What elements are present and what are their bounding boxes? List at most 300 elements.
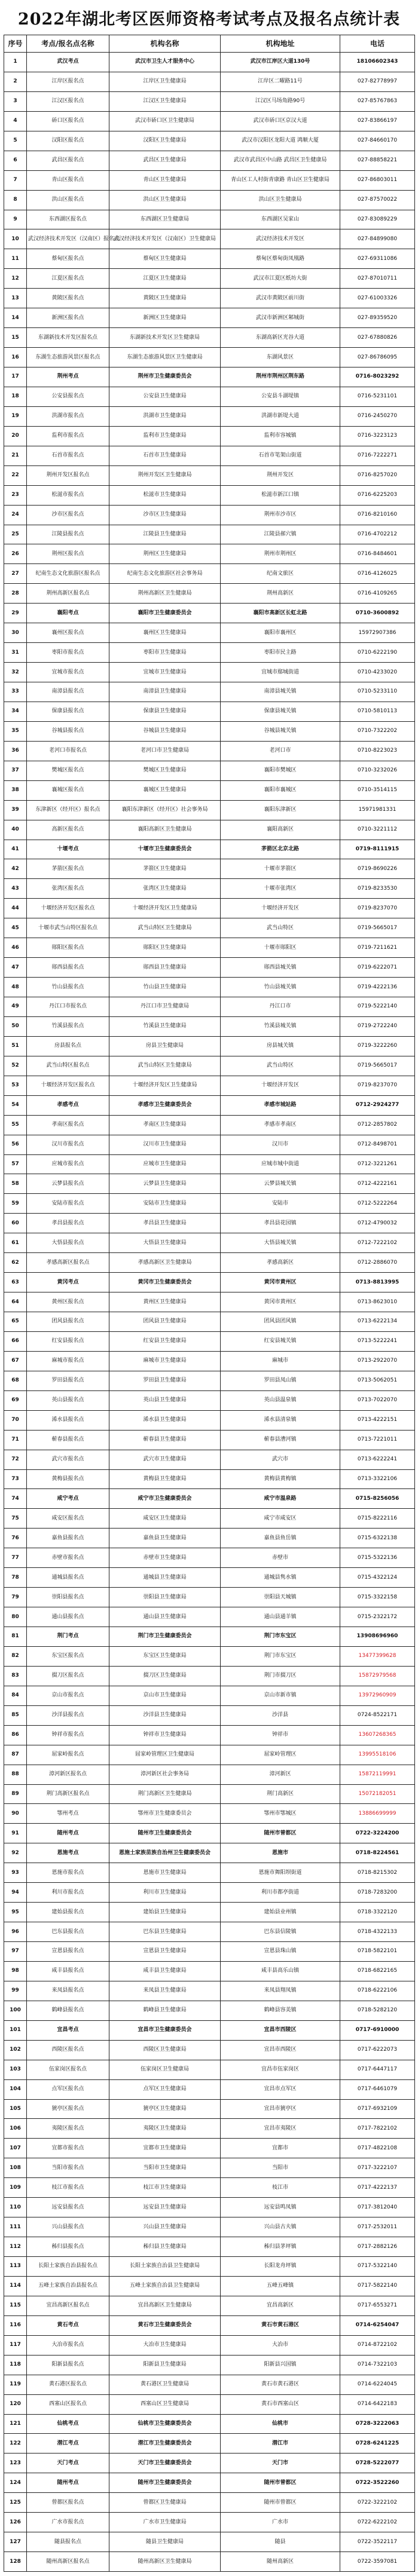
table-row: [4, 2198, 415, 2217]
row-tel: 0714-6224045: [340, 2375, 415, 2394]
table-row: [4, 780, 415, 800]
row-org: 江汉区卫生健康局: [109, 91, 221, 111]
row-site: 兴山县报名点: [27, 2217, 109, 2237]
row-seq: 24: [4, 505, 27, 525]
row-addr: 公安县斗湖堤镇: [221, 387, 340, 406]
row-tel: 0716-8023292: [340, 367, 415, 387]
row-seq: 82: [4, 1646, 27, 1666]
row-addr: 崇阳县天城镇: [221, 1588, 340, 1607]
row-org: 南漳县卫生健康局: [109, 682, 221, 702]
table-row: [4, 1410, 415, 1430]
row-tel: 0715-5322136: [340, 1548, 415, 1568]
header-site: 考点/报名点名称: [27, 35, 109, 53]
row-site: 宜昌高新区报名点: [27, 2296, 109, 2315]
row-addr: 当阳市: [221, 2158, 340, 2178]
table-row: [4, 1666, 415, 1686]
table-row: [4, 1843, 415, 1863]
row-addr: 保康县城关镇: [221, 702, 340, 721]
row-site: 武当山特区报名点: [27, 1056, 109, 1076]
row-tel: 0717-2532011: [340, 2217, 415, 2237]
row-seq: 88: [4, 1765, 27, 1784]
header-addr: 机构地址: [221, 35, 340, 53]
row-org: 荆州区卫生健康局: [109, 544, 221, 564]
row-tel: 18106602343: [340, 53, 415, 72]
row-org: 黄陂区卫生健康局: [109, 289, 221, 308]
row-tel: 027-83866197: [340, 111, 415, 131]
row-site: 掇刀区报名点: [27, 1666, 109, 1686]
row-tel: 0717-4822108: [340, 2139, 415, 2158]
row-tel: 0712-5222264: [340, 1194, 415, 1214]
row-tel: 0718-7283200: [340, 1883, 415, 1903]
table-row: [4, 1863, 415, 1883]
row-site: 竹溪县报名点: [27, 1016, 109, 1036]
row-org: 点军区卫生健康局: [109, 2079, 221, 2099]
row-site: 东宝区报名点: [27, 1646, 109, 1666]
table-row: [4, 938, 415, 958]
row-site: 红安县报名点: [27, 1331, 109, 1351]
row-tel: 0719-5665017: [340, 918, 415, 938]
row-seq: 107: [4, 2139, 27, 2158]
table-row: [4, 2020, 415, 2040]
row-addr: 来凤县翔凤镇: [221, 1981, 340, 2001]
table-row: [4, 1903, 415, 1922]
row-org: 洪山区卫生健康局: [109, 190, 221, 210]
row-addr: 大冶市: [221, 2335, 340, 2355]
row-tel: 0716-4126025: [340, 564, 415, 584]
row-site: 武穴市报名点: [27, 1450, 109, 1469]
table-row: [4, 210, 415, 229]
row-tel: 0719-4222136: [340, 978, 415, 997]
row-tel: 13908696960: [340, 1627, 415, 1647]
row-site: 东西湖区报名点: [27, 210, 109, 229]
table-row: [4, 564, 415, 584]
row-org: 松滋市卫生健康局: [109, 485, 221, 505]
row-seq: 112: [4, 2237, 27, 2257]
table-row: [4, 1056, 415, 1076]
row-addr: 丹江口市: [221, 997, 340, 1017]
row-org: 麻城市卫生健康局: [109, 1351, 221, 1371]
row-addr: 竹溪县城关镇: [221, 1016, 340, 1036]
row-addr: 秭归县茅坪镇: [221, 2237, 340, 2257]
table-row: [4, 2513, 415, 2532]
row-org: 十堰经济开发区卫生健康局: [109, 899, 221, 918]
row-site: 荆门高新区报名点: [27, 1784, 109, 1804]
row-addr: 黄石市西塞山区: [221, 2394, 340, 2414]
row-site: 随州高新区报名点: [27, 2552, 109, 2572]
row-seq: 25: [4, 525, 27, 544]
row-site: 东津新区（经开区）报名点: [27, 800, 109, 820]
row-addr: 鄂州市鄂城区: [221, 1804, 340, 1824]
row-site: 蕲春县报名点: [27, 1430, 109, 1450]
row-tel: 0717-4222137: [340, 2178, 415, 2198]
row-site: 枣阳市报名点: [27, 643, 109, 663]
row-org: 钟祥市卫生健康局: [109, 1725, 221, 1745]
row-site: 郧西县报名点: [27, 958, 109, 978]
table-row: [4, 1981, 415, 2001]
table-row: [4, 1824, 415, 1843]
table-row: [4, 1214, 415, 1233]
row-org: 咸安区卫生健康局: [109, 1509, 221, 1529]
row-addr: 荆州开发区: [221, 465, 340, 485]
row-org: 宜昌市卫生健康委员会: [109, 2020, 221, 2040]
row-addr: 英山县温泉镇: [221, 1390, 340, 1410]
row-tel: 0719-8233530: [340, 879, 415, 899]
table-row: [4, 1765, 415, 1784]
row-org: 石首市卫生健康局: [109, 446, 221, 465]
row-tel: 13995518106: [340, 1745, 415, 1765]
row-addr: 十堰市茅箭区: [221, 859, 340, 879]
row-seq: 61: [4, 1233, 27, 1253]
table-row: [4, 1154, 415, 1174]
row-addr: 十堰经济开发区: [221, 899, 340, 918]
row-site: 五峰土家族自治县报名点: [27, 2276, 109, 2296]
table-row: [4, 151, 415, 170]
row-tel: 13477399628: [340, 1646, 415, 1666]
header-tel: 电话: [340, 35, 415, 53]
row-tel: 0713-5062051: [340, 1371, 415, 1390]
row-tel: 0716-8257020: [340, 465, 415, 485]
row-seq: 30: [4, 623, 27, 643]
row-addr: 东湖高新区光谷大道: [221, 328, 340, 348]
row-site: 赤壁市报名点: [27, 1548, 109, 1568]
table-row: [4, 879, 415, 899]
row-site: 荆州高新区报名点: [27, 584, 109, 604]
row-addr: 武汉市武昌区中山路 武昌区卫生健康局: [221, 151, 340, 170]
row-tel: 0714-6254047: [340, 2315, 415, 2335]
table-row: [4, 2454, 415, 2473]
row-site: 张湾区报名点: [27, 879, 109, 899]
row-addr: 黄石市黄石港区: [221, 2375, 340, 2394]
row-org: 浠水县卫生健康局: [109, 1410, 221, 1430]
table-row: [4, 978, 415, 997]
table-row: [4, 2139, 415, 2158]
row-addr: 蕲春县漕河镇: [221, 1430, 340, 1450]
table-row: [4, 918, 415, 938]
row-tel: 0712-7222102: [340, 1233, 415, 1253]
row-seq: 21: [4, 446, 27, 465]
row-seq: 104: [4, 2079, 27, 2099]
row-site: 宜城市报名点: [27, 663, 109, 682]
table-row: [4, 2552, 415, 2572]
row-seq: 113: [4, 2257, 27, 2277]
row-addr: 孝感市孝南区: [221, 1115, 340, 1135]
row-addr: 红安县城关镇: [221, 1331, 340, 1351]
row-seq: 91: [4, 1824, 27, 1843]
row-addr: 阳新县兴国镇: [221, 2355, 340, 2375]
table-row: [4, 1292, 415, 1312]
row-site: 樊城区报名点: [27, 761, 109, 780]
row-tel: 0715-8222116: [340, 1509, 415, 1529]
table-row: [4, 289, 415, 308]
table-row: [4, 1076, 415, 1095]
row-site: 黄梅县报名点: [27, 1469, 109, 1489]
row-site: 孝南区报名点: [27, 1115, 109, 1135]
table-row: [4, 840, 415, 859]
row-org: 利川市卫生健康局: [109, 1883, 221, 1903]
row-seq: 77: [4, 1548, 27, 1568]
row-seq: 120: [4, 2394, 27, 2414]
table-row: [4, 2099, 415, 2119]
row-seq: 125: [4, 2493, 27, 2513]
row-org: 英山县卫生健康局: [109, 1390, 221, 1410]
row-seq: 12: [4, 269, 27, 289]
row-addr: 云梦县城关镇: [221, 1174, 340, 1194]
row-site: 漳河新区报名点: [27, 1765, 109, 1784]
row-org: 孝南区卫生健康局: [109, 1115, 221, 1135]
row-tel: 0717-7822102: [340, 2119, 415, 2139]
row-org: 建始县卫生健康局: [109, 1903, 221, 1922]
row-org: 荆门市卫生健康委员会: [109, 1627, 221, 1647]
row-seq: 49: [4, 997, 27, 1017]
row-org: 咸丰县卫生健康局: [109, 1961, 221, 1981]
row-addr: 浠水县清泉镇: [221, 1410, 340, 1430]
row-tel: 0713-7221011: [340, 1430, 415, 1450]
row-site: 沙洋县报名点: [27, 1705, 109, 1725]
row-seq: 95: [4, 1903, 27, 1922]
row-seq: 83: [4, 1666, 27, 1686]
table-row: [4, 2532, 415, 2552]
table-row: [4, 53, 415, 72]
table-row: [4, 1627, 415, 1647]
row-site: 鄂州考点: [27, 1804, 109, 1824]
row-seq: 96: [4, 1922, 27, 1942]
row-org: 襄城区卫生健康局: [109, 780, 221, 800]
table-row: [4, 505, 415, 525]
row-site: 黄陂区报名点: [27, 289, 109, 308]
table-row: [4, 1588, 415, 1607]
row-seq: 40: [4, 820, 27, 840]
row-seq: 127: [4, 2532, 27, 2552]
row-site: 夷陵区报名点: [27, 2119, 109, 2139]
row-site: 屈家岭报名点: [27, 1745, 109, 1765]
row-site: 伍家岗区报名点: [27, 2060, 109, 2079]
row-addr: 襄阳东津新区: [221, 800, 340, 820]
row-org: 潜江市卫生健康委员会: [109, 2434, 221, 2454]
table-row: [4, 2079, 415, 2099]
row-org: 云梦县卫生健康局: [109, 1174, 221, 1194]
row-addr: 武当山特区: [221, 918, 340, 938]
row-addr: 江汉区马场角路90号: [221, 91, 340, 111]
row-tel: 0717-5322140: [340, 2257, 415, 2277]
row-seq: 62: [4, 1253, 27, 1273]
row-addr: 仙桃市: [221, 2414, 340, 2434]
row-tel: 15072182051: [340, 1784, 415, 1804]
row-tel: 0716-7222271: [340, 446, 415, 465]
table-row: [4, 72, 415, 91]
row-tel: 0722-3597081: [340, 2552, 415, 2572]
row-site: 沙市区报名点: [27, 505, 109, 525]
statistics-table: [4, 35, 415, 2572]
table-row: [4, 859, 415, 879]
row-seq: 79: [4, 1588, 27, 1607]
table-row: [4, 2335, 415, 2355]
row-seq: 32: [4, 663, 27, 682]
row-addr: 武汉市黄陂区前川街: [221, 289, 340, 308]
table-row: [4, 1961, 415, 1981]
row-org: 安陆市卫生健康局: [109, 1194, 221, 1214]
table-row: [4, 820, 415, 840]
row-tel: 0728-5222077: [340, 2454, 415, 2473]
row-addr: 随州市曾都区: [221, 2473, 340, 2493]
row-seq: 1: [4, 53, 27, 72]
row-seq: 50: [4, 1016, 27, 1036]
row-addr: 咸宁市咸安区: [221, 1509, 340, 1529]
table-row: [4, 485, 415, 505]
row-site: 十堰考点: [27, 840, 109, 859]
row-tel: 13607268365: [340, 1725, 415, 1745]
row-org: 襄州区卫生健康局: [109, 623, 221, 643]
row-tel: 0714-6422183: [340, 2394, 415, 2414]
row-site: 谷城县报名点: [27, 721, 109, 741]
row-org: 竹溪县卫生健康局: [109, 1016, 221, 1036]
row-tel: 027-61003326: [340, 289, 415, 308]
row-addr: 钟祥市: [221, 1725, 340, 1745]
row-org: 宣恩县卫生健康局: [109, 1942, 221, 1962]
row-seq: 22: [4, 465, 27, 485]
row-addr: 宜昌市西陵区: [221, 2040, 340, 2060]
row-addr: 东湖风景区: [221, 348, 340, 367]
row-org: 新洲区卫生健康局: [109, 308, 221, 328]
row-addr: 武穴市: [221, 1450, 340, 1469]
statistics-table-container: [4, 35, 414, 2572]
row-site: 襄阳考点: [27, 604, 109, 623]
row-site: 黄冈考点: [27, 1273, 109, 1292]
row-site: 通山县报名点: [27, 1607, 109, 1627]
row-org: 仙桃市卫生健康委员会: [109, 2414, 221, 2434]
row-seq: 100: [4, 2001, 27, 2020]
row-org: 武当山特区卫生健康局: [109, 918, 221, 938]
row-org: 武汉市硚口区卫生健康局: [109, 111, 221, 131]
row-tel: 0722-3522117: [340, 2532, 415, 2552]
row-org: 襄阳东津新区（经开区）社会事务局: [109, 800, 221, 820]
table-row: [4, 367, 415, 387]
row-org: 屈家岭管理区卫生健康局: [109, 1745, 221, 1765]
table-row: [4, 1529, 415, 1548]
table-row: [4, 800, 415, 820]
row-addr: 南漳县城关镇: [221, 682, 340, 702]
row-addr: 监利市容城镇: [221, 426, 340, 446]
table-row: [4, 1390, 415, 1410]
row-tel: 0716-8210160: [340, 505, 415, 525]
row-org: 宜昌高新区卫生健康局: [109, 2296, 221, 2315]
row-tel: 0716-8484601: [340, 544, 415, 564]
table-row: [4, 1273, 415, 1292]
row-seq: 43: [4, 879, 27, 899]
row-site: 公安县报名点: [27, 387, 109, 406]
row-org: 五峰土家族自治县卫生健康局: [109, 2276, 221, 2296]
row-site: 咸安区报名点: [27, 1509, 109, 1529]
row-site: 十堰市武当山特区报名点: [27, 918, 109, 938]
row-tel: 0712-4222161: [340, 1174, 415, 1194]
row-site: 咸宁考点: [27, 1489, 109, 1509]
row-site: 高新区报名点: [27, 820, 109, 840]
row-site: 黄石港区报名点: [27, 2375, 109, 2394]
row-org: 鹤峰县卫生健康局: [109, 2001, 221, 2020]
row-org: 嘉鱼县卫生健康局: [109, 1529, 221, 1548]
row-org: 茅箭区卫生健康局: [109, 859, 221, 879]
row-org: 通城县卫生健康局: [109, 1568, 221, 1588]
row-org: 黄州区卫生健康局: [109, 1292, 221, 1312]
row-addr: 十堰市郧阳区: [221, 938, 340, 958]
row-seq: 67: [4, 1351, 27, 1371]
table-row: [4, 1607, 415, 1627]
row-seq: 105: [4, 2099, 27, 2119]
row-seq: 109: [4, 2178, 27, 2198]
row-site: 嘉鱼县报名点: [27, 1529, 109, 1548]
row-addr: 孝感市城站路: [221, 1095, 340, 1115]
row-addr: 荆州高新区: [221, 584, 340, 604]
row-addr: 谷城县城关镇: [221, 721, 340, 741]
row-seq: 3: [4, 91, 27, 111]
table-row: [4, 1784, 415, 1804]
row-addr: 黄冈市黄州区: [221, 1273, 340, 1292]
row-addr: 茅箭区北京北路: [221, 840, 340, 859]
row-addr: 漳河新区: [221, 1765, 340, 1784]
row-addr: 宜昌市点军区: [221, 2079, 340, 2099]
row-addr: 咸丰县高乐山镇: [221, 1961, 340, 1981]
table-header-row: [4, 35, 415, 53]
row-tel: 0719-8237070: [340, 1076, 415, 1095]
table-row: [4, 1705, 415, 1725]
row-tel: 027-83089229: [340, 210, 415, 229]
row-org: 江陵县卫生健康局: [109, 525, 221, 544]
table-row: [4, 2355, 415, 2375]
row-seq: 114: [4, 2276, 27, 2296]
row-addr: 武汉市新洲区邾城街: [221, 308, 340, 328]
table-row: [4, 2217, 415, 2237]
row-seq: 20: [4, 426, 27, 446]
row-seq: 55: [4, 1115, 27, 1135]
row-org: 漳河新区社会事务局: [109, 1765, 221, 1784]
row-org: 秭归县卫生健康局: [109, 2237, 221, 2257]
row-seq: 80: [4, 1607, 27, 1627]
row-site: 宜都市报名点: [27, 2139, 109, 2158]
row-site: 东湖生态旅游风景区报名点: [27, 348, 109, 367]
table-row: [4, 741, 415, 761]
row-seq: 57: [4, 1154, 27, 1174]
row-tel: 0716-6225203: [340, 485, 415, 505]
row-org: 东湖新技术开发区卫生健康局: [109, 328, 221, 348]
row-seq: 27: [4, 564, 27, 584]
row-seq: 31: [4, 643, 27, 663]
row-tel: 0718-5822101: [340, 1942, 415, 1962]
row-tel: 0722-6222102: [340, 2513, 415, 2532]
row-site: 汉阳区报名点: [27, 131, 109, 151]
row-seq: 47: [4, 958, 27, 978]
row-org: 青山区卫生健康局: [109, 170, 221, 190]
row-org: 枝江市卫生健康局: [109, 2178, 221, 2198]
row-tel: 0710-5810113: [340, 702, 415, 721]
table-row: [4, 1686, 415, 1705]
row-org: 团风县卫生健康局: [109, 1312, 221, 1332]
row-seq: 97: [4, 1942, 27, 1962]
row-seq: 7: [4, 170, 27, 190]
row-org: 宜城市卫生健康局: [109, 663, 221, 682]
row-site: 鹤峰县报名点: [27, 2001, 109, 2020]
row-tel: 0715-6322138: [340, 1529, 415, 1548]
table-row: [4, 997, 415, 1017]
row-org: 蕲春县卫生健康局: [109, 1430, 221, 1450]
row-addr: 恩施市舞阳坝街道: [221, 1863, 340, 1883]
row-seq: 75: [4, 1509, 27, 1529]
row-addr: 郧西县城关镇: [221, 958, 340, 978]
row-org: 伍家岗区卫生健康局: [109, 2060, 221, 2079]
row-tel: 15971981331: [340, 800, 415, 820]
row-site: 广水市报名点: [27, 2513, 109, 2532]
row-org: 枣阳市卫生健康局: [109, 643, 221, 663]
row-tel: 13886699999: [340, 1804, 415, 1824]
row-site: 应城市报名点: [27, 1154, 109, 1174]
